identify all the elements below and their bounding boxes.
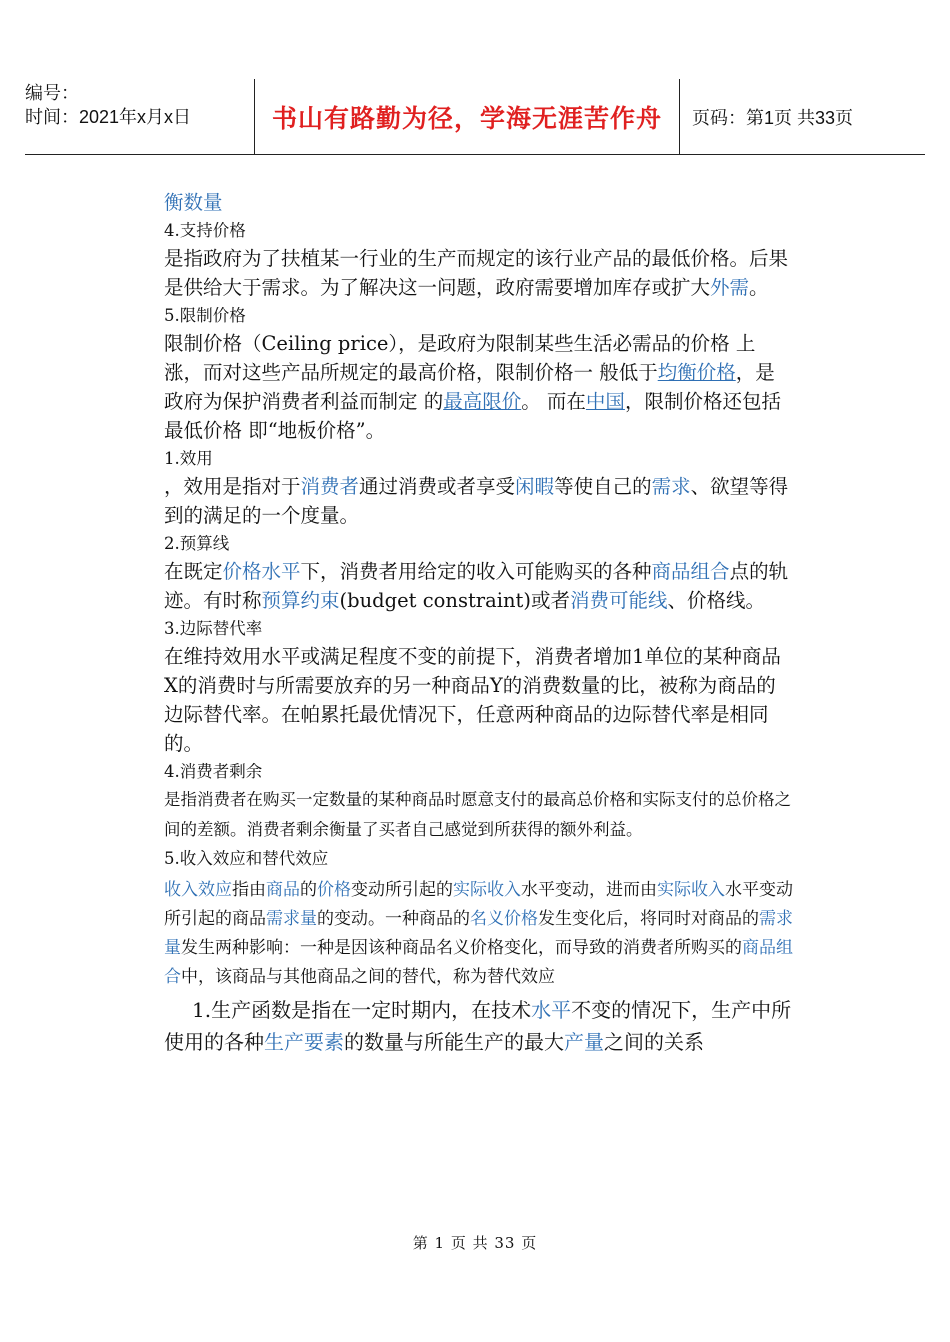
heading-mrs: 3.边际替代率 <box>164 619 263 638</box>
paragraph-budget-line: 在既定价格水平下，消费者用给定的收入可能购买的各种商品组合点的轨迹。有时称预算约束(budget constraint)或者消费可能线、价格线。 <box>164 560 789 612</box>
link-consumer[interactable]: 消费者 <box>300 475 360 498</box>
link-real-income-1[interactable]: 实际收入 <box>453 879 521 900</box>
link-income-effect[interactable]: 收入效应 <box>164 879 232 900</box>
link-nominal-price[interactable]: 名义价格 <box>470 908 538 929</box>
link-quantity-demanded-2[interactable]: 需求量 <box>164 908 793 958</box>
link-budget-constraint[interactable]: 预算约束 <box>261 589 340 612</box>
header-page-info: 页码：第1页 共33页 <box>692 107 854 128</box>
link-leisure[interactable]: 闲暇 <box>515 475 555 498</box>
time-label: 时间：2021年x月x日 <box>25 107 192 127</box>
paragraph-production-function: 1.生产函数是指在一定时期内，在技术水平不变的情况下，生产中所使用的各种生产要素的数量与所能生产的最大产量之间的关系 <box>164 997 792 1054</box>
document-body <box>164 188 794 1058</box>
header-meta <box>25 79 254 154</box>
page-footer: 第 1 页 共 33 页 <box>412 1234 538 1252</box>
link-max-price[interactable]: 最高限价 <box>443 390 522 413</box>
link-factors-of-production[interactable]: 生产要素 <box>264 1029 344 1054</box>
paragraph-ceiling-price: 限制价格（Ceiling price），是政府为限制某些生活必需品的价格 上涨，而对这些产品所规定的最高价格，限制价格一 般低于均衡价格，是政府为保护消费者利益而制定 的最高限价。 而在中国，限制价格还包括最低价格 即“地板价格”。 <box>164 332 781 442</box>
number-label: 编号： <box>25 83 79 103</box>
link-price-level[interactable]: 价格水平 <box>222 560 301 583</box>
page-header <box>25 79 925 155</box>
paragraph-mrs: 在维持效用水平或满足程度不变的前提下，消费者增加1单位的某种商品X的消费时与所需要放弃的另一种商品Y的消费数量的比，被称为商品的边际替代率。在帕累托最优情况下，任意两种商品的边际替代率是相同的。 <box>164 645 781 755</box>
link-commodity-bundle[interactable]: 商品组合 <box>651 560 730 583</box>
heading-ceiling-price: 5.限制价格 <box>164 306 246 325</box>
link-level[interactable]: 水平 <box>531 997 572 1022</box>
paragraph-support-price: 是指政府为了扶植某一行业的生产而规定的该行业产品的最低价格。后果是供给大于需求。为了解决这一问题，政府需要增加库存或扩大外需。 <box>164 247 789 299</box>
heading-consumer-surplus: 4.消费者剩余 <box>164 762 263 781</box>
paragraph-utility: ，效用是指对于消费者通过消费或者享受闲暇等使自己的需求、欲望等得到的满足的一个度量。 <box>164 475 789 527</box>
link-equilibrium-price[interactable]: 均衡价格 <box>657 361 736 384</box>
link-output[interactable]: 产量 <box>564 1029 604 1054</box>
heading-utility: 1.效用 <box>164 449 213 468</box>
paragraph-continuation: 衡数量 <box>164 191 223 214</box>
link-consumption-possibility-line[interactable]: 消费可能线 <box>569 589 668 612</box>
heading-income-substitution: 5.收入效应和替代效应 <box>164 849 329 868</box>
link-external-demand[interactable]: 外需 <box>710 276 750 299</box>
link-china[interactable]: 中国 <box>585 390 625 413</box>
header-motto: 书山有路勤为径，学海无涯苦作舟 <box>254 79 680 154</box>
paragraph-consumer-surplus: 是指消费者在购买一定数量的某种商品时愿意支付的最高总价格和实际支付的总价格之间的差额。消费者剩余衡量了买者自己感觉到所获得的额外利益。 <box>164 790 791 839</box>
link-real-income-2[interactable]: 实际收入 <box>657 879 725 900</box>
link-demand[interactable]: 需求 <box>651 475 691 498</box>
heading-budget-line: 2.预算线 <box>164 534 230 553</box>
link-commodity[interactable]: 商品 <box>266 879 300 900</box>
link-quantity-demanded-1[interactable]: 需求量 <box>266 908 317 929</box>
link-price[interactable]: 价格 <box>317 879 351 900</box>
paragraph-income-substitution: 收入效应指由商品的价格变动所引起的实际收入水平变动，进而由实际收入水平变动所引起的商品需求量的变动。一种商品的名义价格发生变化后，将同时对商品的需求量发生两种影响：一种是因该种商品名义价格变化，而导致的消费者所购买的商品组合中，该商品与其他商品之间的替代，称为替代效应 <box>164 879 793 987</box>
link-commodity-bundle-2[interactable]: 商品组合 <box>164 937 793 987</box>
heading-support-price: 4.支持价格 <box>164 221 246 240</box>
